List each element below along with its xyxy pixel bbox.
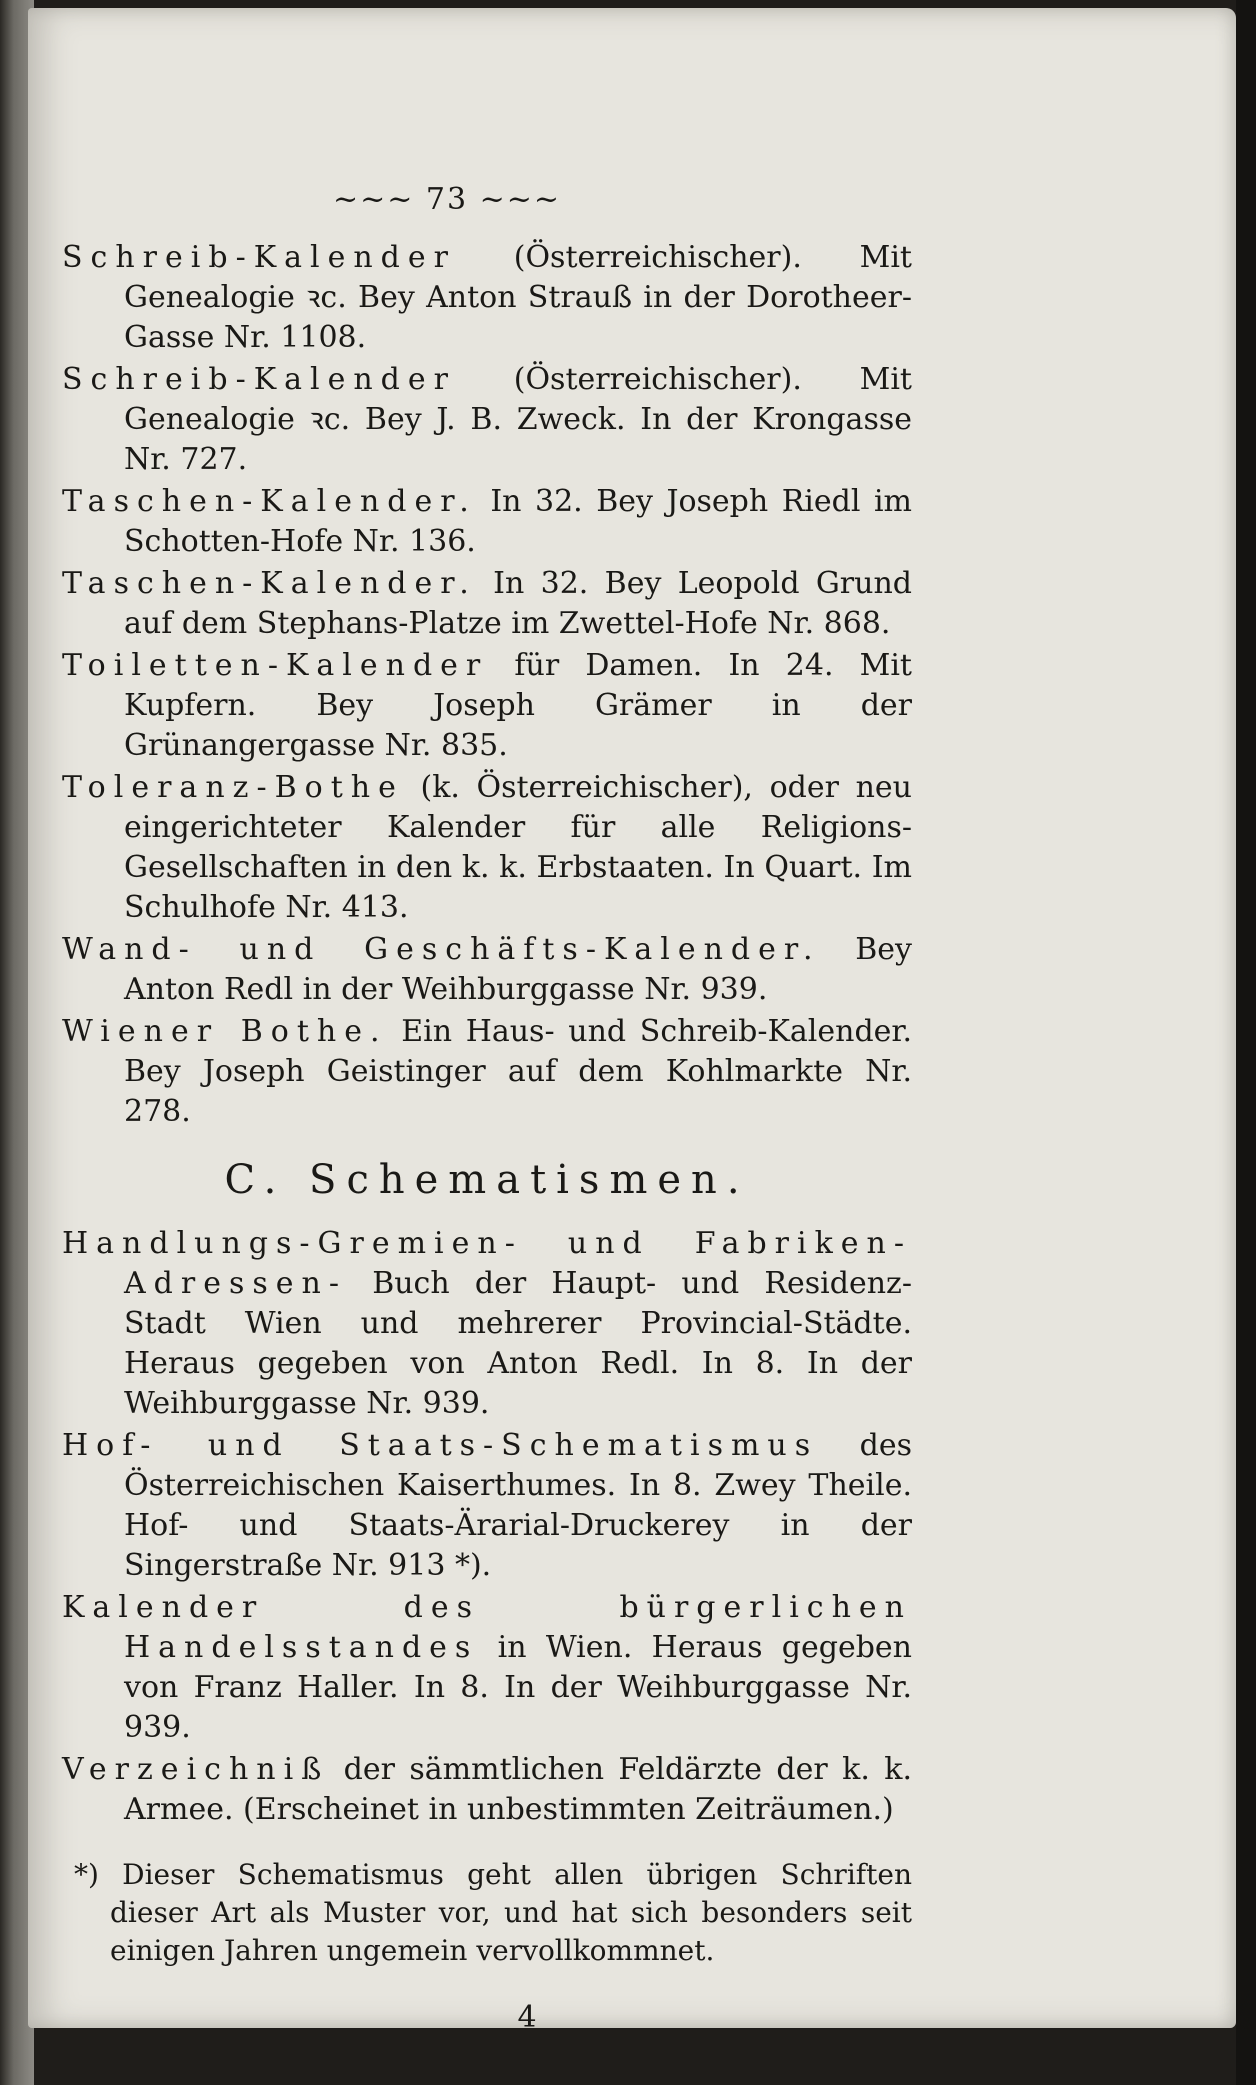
page-number-header: ~~~ 73 ~~~: [332, 182, 562, 217]
list-item: [62, 768, 912, 928]
list-item: [62, 238, 912, 358]
entry-title: Handlungs-Gremien- und Fabriken-Adressen-: [62, 1226, 912, 1301]
entry-text: (Österreichischer). Mit Genealogie ꝛc. Bey J. B. Zweck. In der Krongasse Nr. 727.: [124, 362, 912, 477]
entry-text: In 32. Bey Leopold Grund auf dem Stephans-Platze im Zwettel-Hofe Nr. 868.: [124, 566, 912, 641]
list-item: [62, 1588, 912, 1748]
list-item: [62, 360, 912, 480]
section-heading: C. Schematismen.: [224, 1157, 750, 1203]
entry-title: Wiener Bothe.: [62, 1014, 388, 1049]
entry-text: (k. Österreichischer), oder neu eingerichteter Kalender für alle Religions-Gesellschaften in den k. k. Erbstaaten. In Quart. Im Schulhofe Nr. 413.: [124, 770, 912, 925]
list-item: [62, 482, 912, 562]
entry-text: der sämmtlichen Feldärzte der k. k. Armee. (Erscheinet in unbestimmten Zeiträumen.): [124, 1752, 912, 1827]
entry-text: Bey Anton Redl in der Weihburggasse Nr. 939.: [124, 932, 912, 1007]
list-item: [62, 646, 912, 766]
entry-text: (Österreichischer). Mit Genealogie ꝛc. Bey Anton Strauß in der Dorotheer-Gasse Nr. 1108.: [124, 240, 912, 355]
list-item: [62, 564, 912, 644]
list-item: [62, 1750, 912, 1830]
entry-text: des Österreichischen Kaiserthumes. In 8. Zwey Theile. Hof- und Staats-Ärarial-Druckerey in der Singerstraße Nr. 913 *).: [124, 1428, 912, 1583]
book-right-shadow: [1236, 0, 1256, 2085]
entry-title: Toleranz-Bothe: [62, 770, 404, 805]
entry-title: Schreib-Kalender: [62, 240, 456, 275]
entry-title: Hof- und Staats-Schematismus: [62, 1428, 819, 1463]
list-item: [62, 1224, 912, 1424]
page-content: [62, 180, 912, 2038]
entry-title: Toiletten-Kalender: [62, 648, 489, 683]
list-item: [62, 1426, 912, 1586]
entry-title: Wand- und Geschäfts-Kalender.: [62, 932, 821, 967]
entry-title: Schreib-Kalender: [62, 362, 456, 397]
schematism-entries: [62, 1224, 912, 1830]
entry-text: in Wien. Heraus gegeben von Franz Haller. In 8. In der Weihburggasse Nr. 939.: [124, 1630, 912, 1745]
entry-text: Ein Haus- und Schreib-Kalender. Bey Joseph Geistinger auf dem Kohlmarkte Nr. 278.: [124, 1014, 912, 1129]
list-item: [62, 930, 912, 1010]
entry-title: Verzeichniß: [62, 1752, 330, 1787]
entry-text: für Damen. In 24. Mit Kupfern. Bey Joseph Grämer in der Grünangergasse Nr. 835.: [124, 648, 912, 763]
entry-text: In 32. Bey Joseph Riedl im Schotten-Hofe Nr. 136.: [124, 484, 912, 559]
entry-text: Buch der Haupt- und Residenz-Stadt Wien und mehrerer Provincial-Städte. Heraus gegeben von Anton Redl. In 8. In der Weihburggasse Nr. 939.: [124, 1266, 912, 1421]
list-item: [62, 1012, 912, 1132]
calendar-entries: [62, 238, 912, 1132]
entry-title: Taschen-Kalender.: [62, 566, 477, 601]
signature-mark: 4: [517, 2000, 537, 2035]
entry-title: Kalender des bürgerlichen Handelsstandes: [62, 1590, 912, 1665]
footnote: *) Dieser Schematismus geht allen übrigen Schriften dieser Art als Muster vor, und hat sich besonders seit einigen Jahren ungemein vervollkommnet.: [74, 1858, 912, 1967]
entry-title: Taschen-Kalender.: [62, 484, 477, 519]
